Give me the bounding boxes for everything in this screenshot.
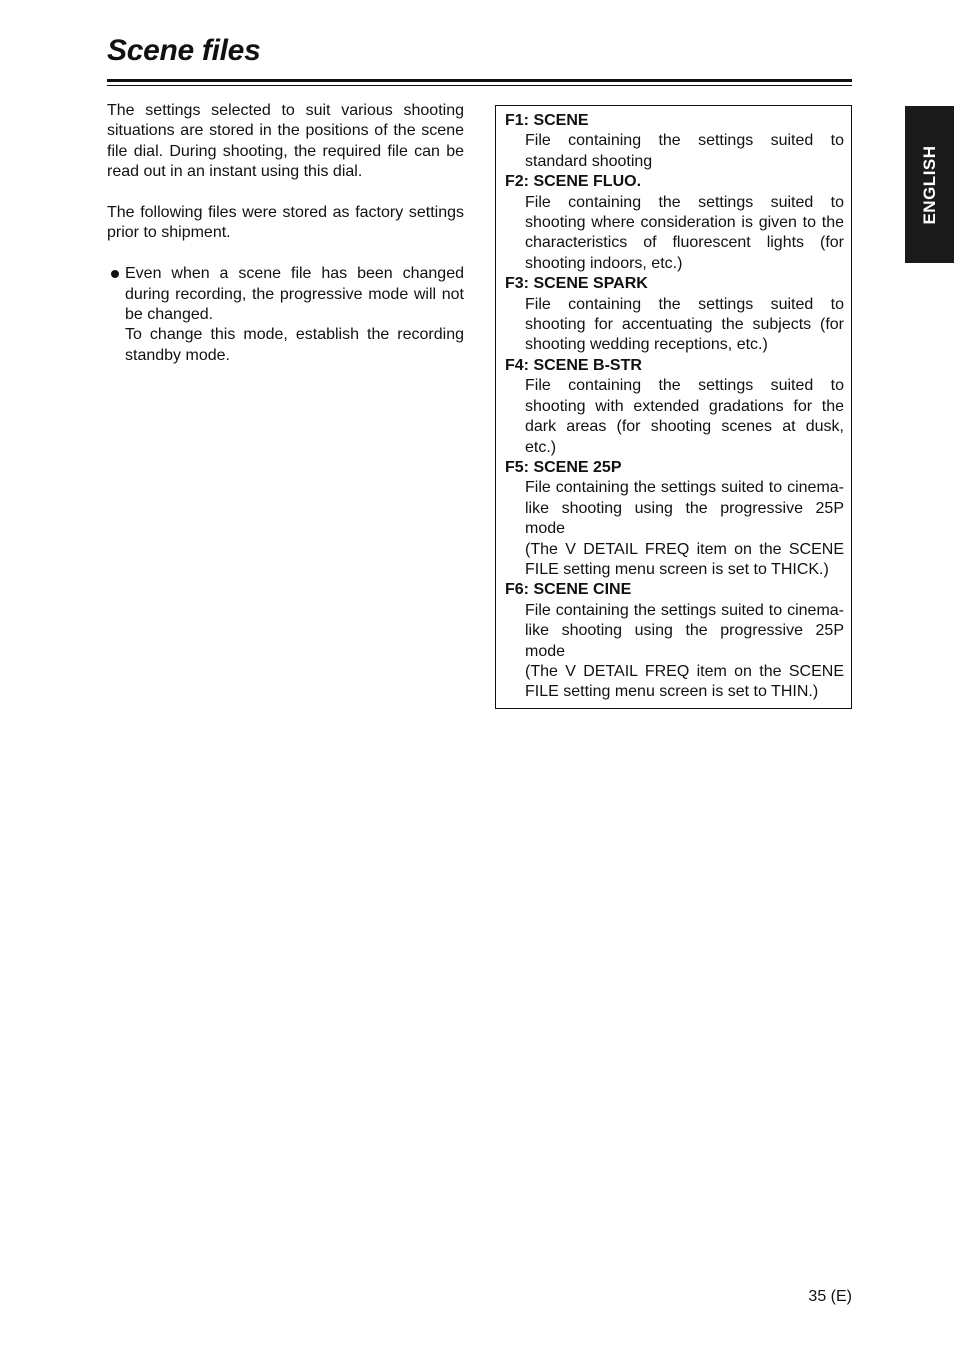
scene-file-note: (The V DETAIL FREQ item on the SCENE FILE setting menu screen is set to THIN.) [525,662,844,701]
scene-file-entry [505,458,844,580]
page-title: Scene files [107,34,261,67]
scene-file-heading: F5: SCENE 25P [505,458,622,476]
scene-file-heading: F2: SCENE FLUO. [505,173,642,191]
intro-paragraph-2: The following files were stored as factory settings prior to shipment. [107,204,464,242]
scene-file-entry [505,274,844,356]
scene-file-heading: F1: SCENE [505,112,589,129]
scene-file-note: (The V DETAIL FREQ item on the SCENE FILE setting menu screen is set to THICK.) [525,540,844,578]
scene-file-description: File containing the settings suited to cinema-like shooting using the progressive 25P mode [525,601,844,660]
note-line-2: To change this mode, establish the recording standby mode. [125,326,464,364]
title-rule-thin [107,85,852,86]
scene-file-description: File containing the settings suited to cinema-like shooting using the progressive 25P mode [525,479,844,538]
scene-file-description: File containing the settings suited to standard shooting [525,132,844,170]
language-tab-label: ENGLISH [919,144,939,225]
bullet-dot-icon [111,270,119,278]
scene-file-heading: F6: SCENE CINE [505,581,632,599]
language-tab [905,106,954,263]
page-number: 35 (E) [808,1288,852,1305]
scene-file-description: File containing the settings suited to shooting for accentuating the subjects (for shooting wedding receptions, etc.) [525,295,844,354]
scene-file-entry [505,172,844,274]
scene-file-heading: F3: SCENE SPARK [505,275,648,293]
title-rule-thick [107,79,852,82]
intro-column [107,101,464,366]
note-line-1: Even when a scene file has been changed during recording, the progressive mode will not be changed. [125,265,464,324]
scene-file-description: File containing the settings suited to shooting with extended gradations for the dark areas (for shooting scenes at dusk, etc.) [525,377,844,456]
scene-file-entry [505,580,844,702]
scene-file-entry [505,111,844,172]
note-bullet [107,264,464,366]
scene-file-heading: F4: SCENE B-STR [505,356,642,374]
scene-file-entry [505,356,844,458]
intro-paragraph-1: The settings selected to suit various shooting situations are stored in the positions of the scene file dial. During shooting, the required file can be read out in an instant using this dial. [107,102,464,181]
scene-files-box [495,105,852,709]
scene-file-description: File containing the settings suited to shooting where consideration is given to the characteristics of fluorescent lights (for shooting indoors, etc.) [525,193,844,272]
